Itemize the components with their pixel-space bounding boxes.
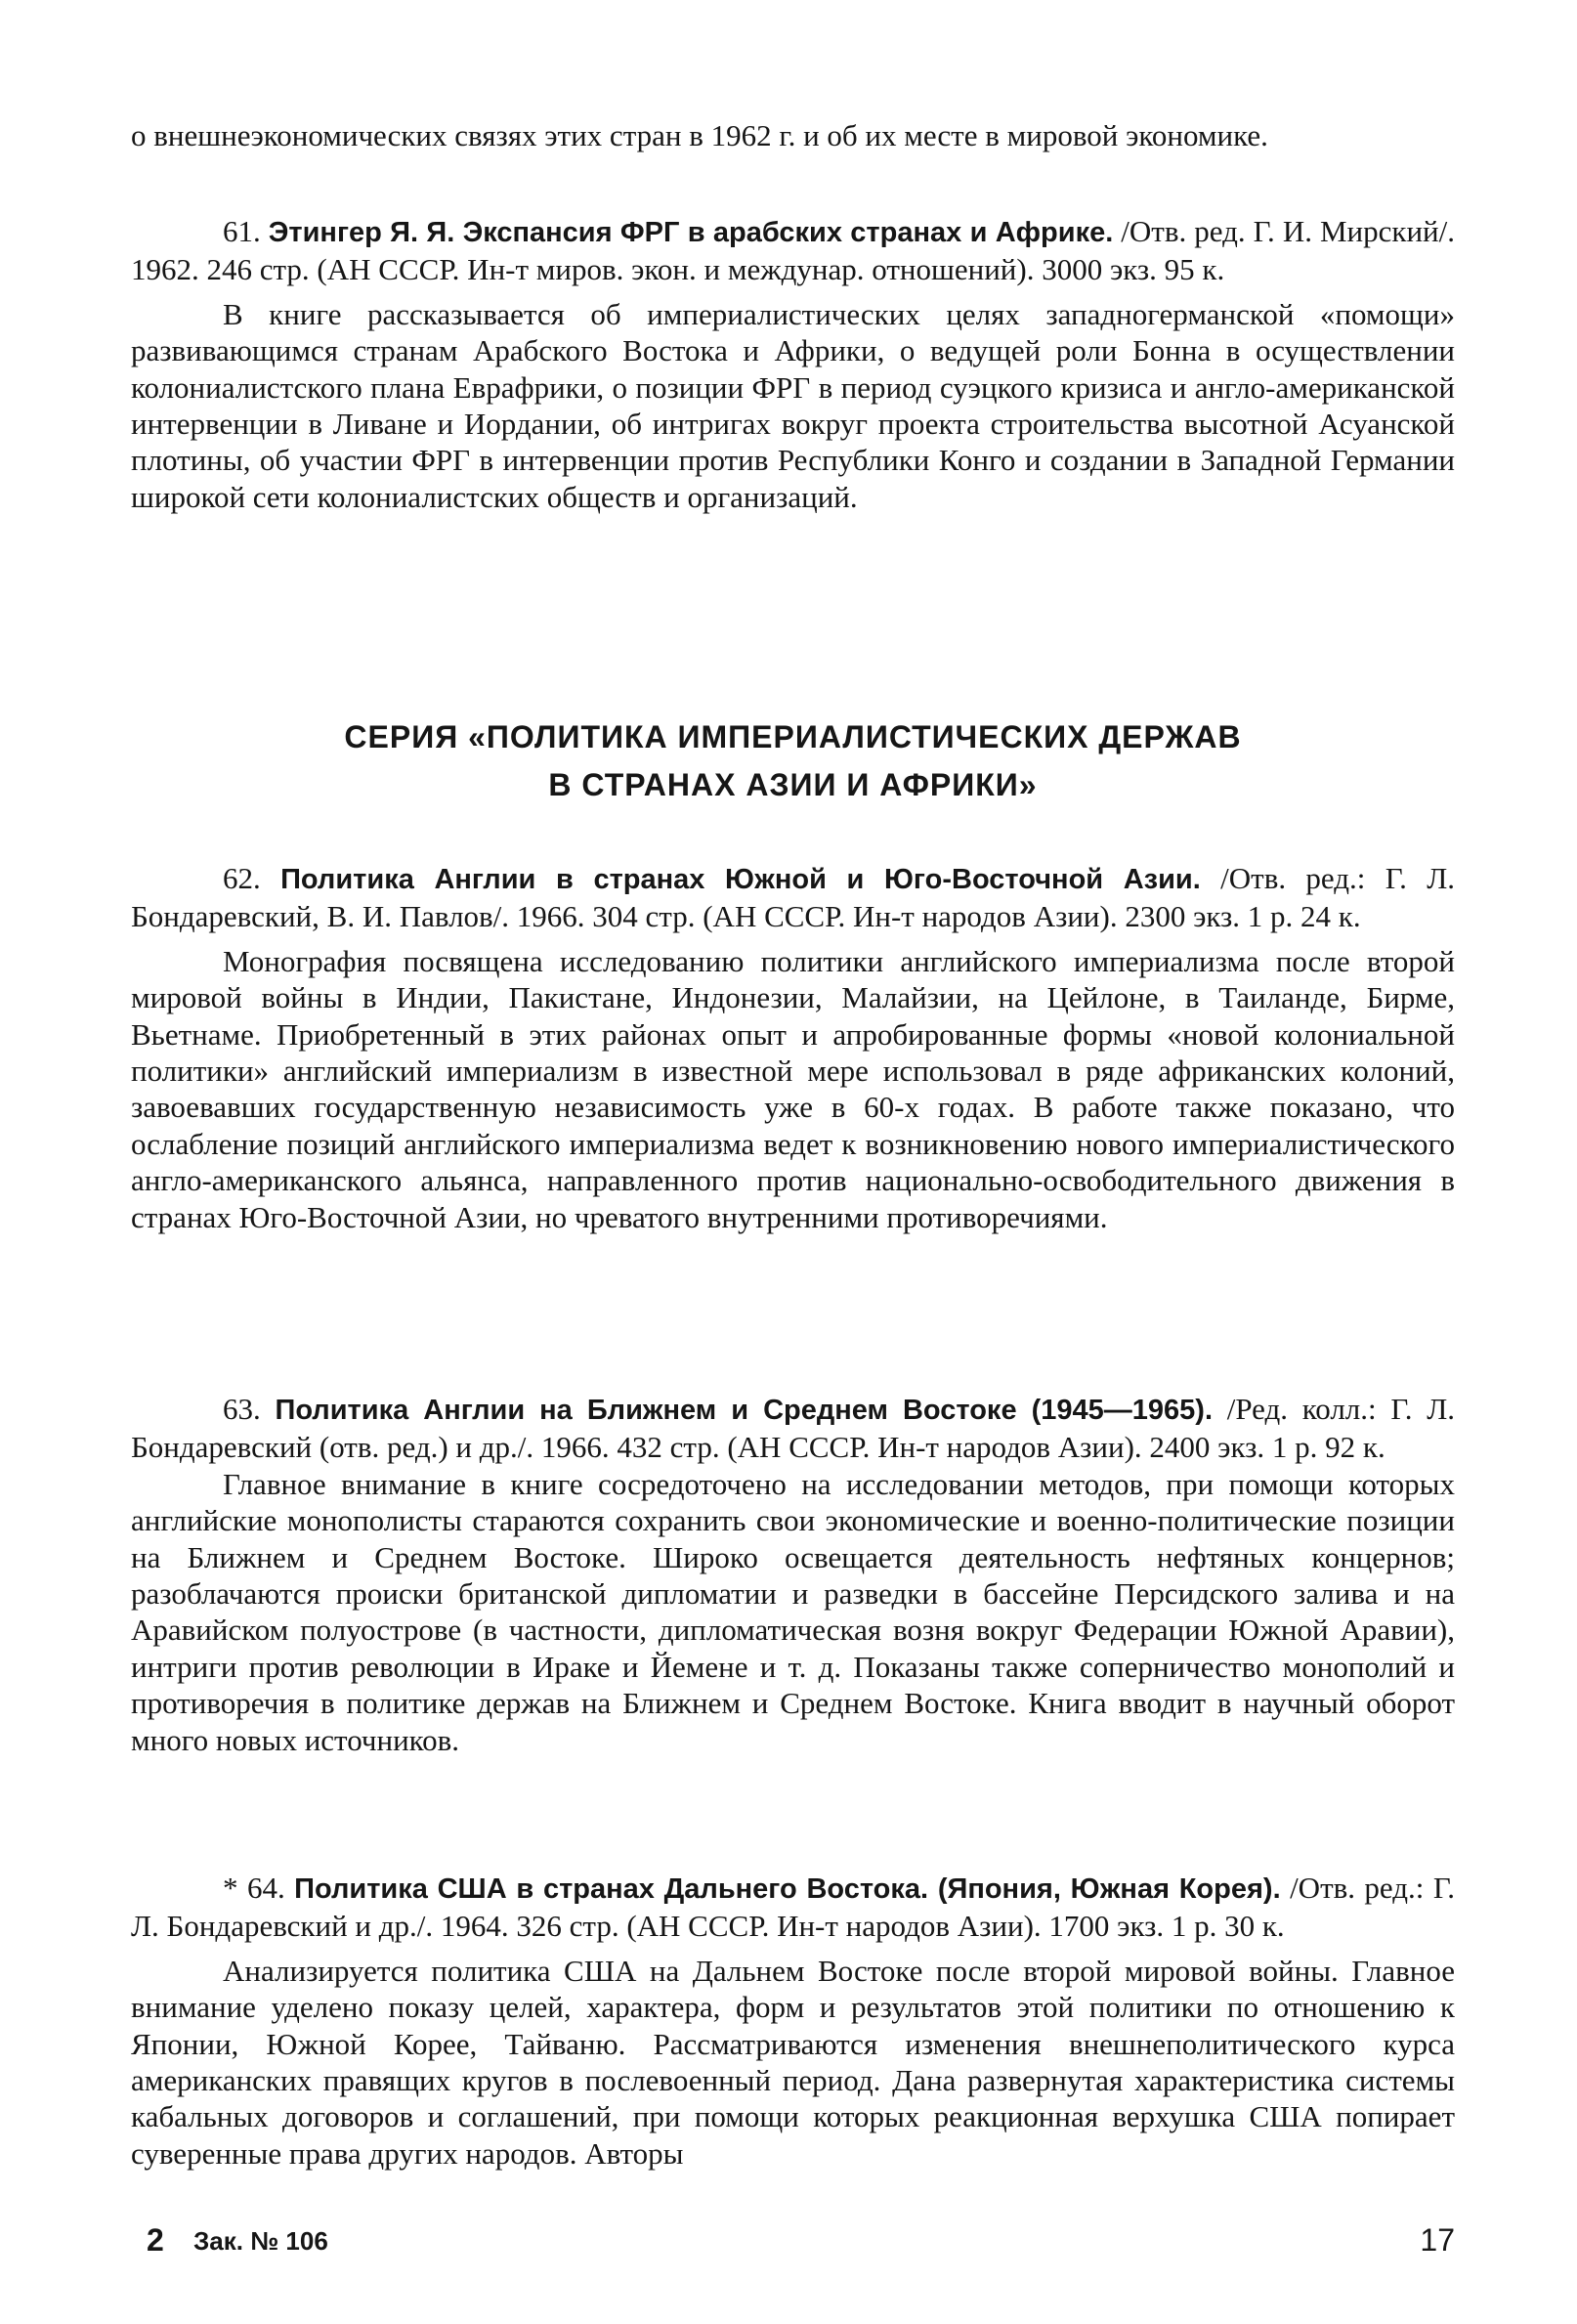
entry-biblio: /Ред. колл.: Г. Л. Бондаревский (отв. ред.) и др./. 1966. 432 стр. (АН СССР. Ин-т народов Азии). 2400 экз. 1 р. 92 к. [131, 1392, 1456, 1465]
entry-number: 64. [246, 1871, 285, 1905]
entry-62 [131, 860, 1455, 1235]
entry-number: 62. [223, 861, 261, 895]
entry-title: Политика Англии в странах Южной и Юго-Восточной Азии. [280, 864, 1201, 895]
entry-62-header [131, 860, 1455, 935]
series-heading-line2: В СТРАНАХ АЗИИ И АФРИКИ» [548, 767, 1038, 802]
entry-61-header [131, 213, 1455, 288]
entry-biblio: /Отв. ред.: Г. Л. Бондаревский, В. И. Павлов/. 1966. 304 стр. (АН СССР. Ин-т народов Азии). 2300 экз. 1 р. 24 к. [131, 861, 1455, 934]
page-number: 17 [1420, 2222, 1455, 2258]
entry-64-annotation: Анализируется политика США на Дальнем Востоке после второй мировой войны. Главное внимание уделено показу целей, характера, форм и результатов этой политики по отношению к Японии, Южной Корее, Тайваню. Рассматриваются изменения внешнеполитического курса американских правящих кругов в послевоенный период. Дана развернутая характеристика системы кабальных договоров и соглашений, при помощи которых реакционная верхушка США попирает суверенные права других народов. Авторы [131, 1953, 1455, 2171]
entry-63-annotation: Главное внимание в книге сосредоточено на исследовании методов, при помощи которых английские монополисты стараются сохранить свои экономические и военно-политические позиции на Ближнем и Среднем Востоке. Широко освещается деятельность нефтяных концернов; разоблачаются происки британской дипломатии и разведки в бассейне Персидского залива и на Аравийском полуострове (в частности, дипломатическая возня вокруг Федерации Южной Аравии), интриги против революции в Ираке и Йемене и т. д. Показаны также соперничество монополий и противоречия в политике держав на Ближнем и Среднем Востоке. Книга вводит в научный оборот много новых источников. [131, 1466, 1455, 1757]
entry-number: 61. [223, 214, 261, 248]
entry-64-header [131, 1870, 1455, 1945]
signature-text: Зак. № 106 [193, 2226, 328, 2256]
entry-biblio: /Отв. ред.: Г. Л. Бондаревский и др./. 1964. 326 стр. (АН СССР. Ин-т народов Азии). 1700 экз. 1 р. 30 к. [131, 1871, 1456, 1944]
continuation-text: о внешнеэкономических связях этих стран в 1962 г. и об их месте в мировой экономике. [131, 118, 1268, 152]
entry-title: Этингер Я. Я. Экспансия ФРГ в арабских странах и Африке. [268, 217, 1114, 248]
entry-61-annotation: В книге рассказывается об империалистических целях западногерманской «помощи» развивающимся странам Арабского Востока и Африки, о ведущей роли Бонна в осуществлении колониалистского плана Еврафрики, о позиции ФРГ в период суэцкого кризиса и англо-американской интервенции в Ливане и Иордании, об интригах вокруг проекта строительства высотной Асуанской плотины, об участии ФРГ в интервенции против Республики Конго и создании в Западной Германии широкой сети колониалистских обществ и организаций. [131, 296, 1455, 514]
entry-62-annotation: Монография посвящена исследованию политики английского империализма после второй мировой войны в Индии, Пакистане, Индонезии, Малайзии, на Цейлоне, в Таиланде, Бирме, Вьетнаме. Приобретенный в этих районах опыт и апробированные формы «новой колониальной политики» английский империализм в известной мере использовал в ряде африканских колоний, завоевавших государственную независимость уже в 60-х годах. В работе также показано, что ослабление позиций английского империализма ведет к возникновению нового империалистического англо-американского альянса, направленного против национально-освободительного движения в странах Юго-Восточной Азии, но чреватого внутренними противоречиями. [131, 943, 1455, 1234]
entry-star: * [223, 1871, 238, 1905]
entry-title: Политика Англии на Ближнем и Среднем Востоке (1945—1965). [275, 1395, 1213, 1426]
series-heading [131, 713, 1455, 809]
entry-64 [131, 1870, 1455, 2172]
series-heading-line1: СЕРИЯ «ПОЛИТИКА ИМПЕРИАЛИСТИЧЕСКИХ ДЕРЖАВ [344, 719, 1242, 754]
entry-biblio: /Отв. ред. Г. И. Мирский/. 1962. 246 стр. (АН СССР. Ин-т миров. экон. и междунар. отношений). 3000 экз. 95 к. [131, 214, 1455, 287]
entry-number: 63. [223, 1392, 261, 1426]
entry-63 [131, 1391, 1455, 1758]
entry-63-header [131, 1391, 1455, 1466]
signature-number: 2 [147, 2222, 164, 2258]
top-continuation [131, 117, 1455, 153]
entry-title: Политика США в странах Дальнего Востока. (Япония, Южная Корея). [294, 1873, 1281, 1905]
entry-61 [131, 213, 1455, 515]
